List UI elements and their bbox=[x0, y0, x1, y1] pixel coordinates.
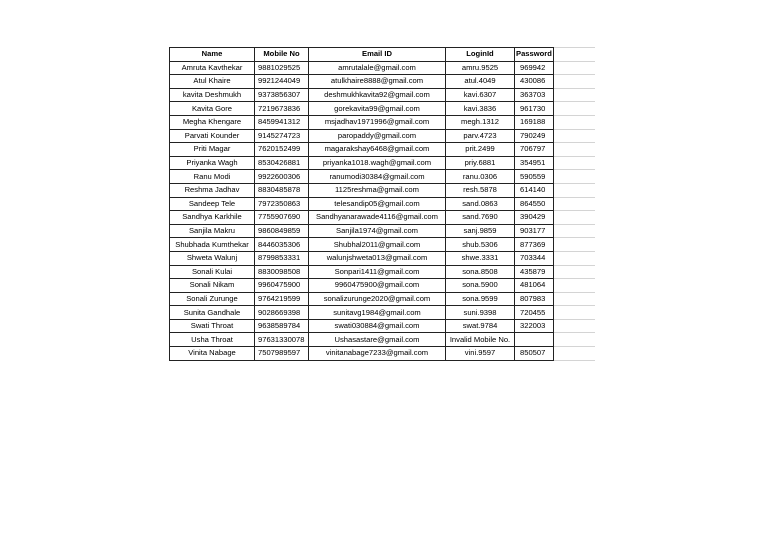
cell-name[interactable]: Sunita Gandhale bbox=[170, 306, 255, 320]
cell-password[interactable]: 703344 bbox=[515, 251, 554, 265]
cell-mobile[interactable]: 7507989597 bbox=[255, 347, 309, 361]
empty-cell[interactable] bbox=[553, 143, 595, 157]
empty-cell[interactable] bbox=[553, 156, 595, 170]
cell-email[interactable]: sonalizurunge2020@gmail.com bbox=[309, 292, 446, 306]
table-row bbox=[170, 265, 596, 279]
cell-loginid[interactable]: prit.2499 bbox=[446, 143, 515, 157]
cell-email[interactable]: ranumodi30384@gmail.com bbox=[309, 170, 446, 184]
table-row bbox=[170, 197, 596, 211]
table-body bbox=[170, 61, 596, 360]
cell-mobile[interactable]: 9860849859 bbox=[255, 224, 309, 238]
cell-mobile[interactable]: 9881029525 bbox=[255, 61, 309, 75]
table-row bbox=[170, 306, 596, 320]
table-row bbox=[170, 251, 596, 265]
empty-cell[interactable] bbox=[553, 102, 595, 116]
table-row bbox=[170, 238, 596, 252]
table-row bbox=[170, 156, 596, 170]
table-row bbox=[170, 102, 596, 116]
table-row bbox=[170, 319, 596, 333]
header-mobile[interactable]: Mobile No bbox=[255, 48, 309, 62]
header-row bbox=[170, 48, 596, 62]
cell-email[interactable]: deshmukhkavita92@gmail.com bbox=[309, 88, 446, 102]
empty-cell[interactable] bbox=[553, 306, 595, 320]
cell-email[interactable]: gorekavita99@gmail.com bbox=[309, 102, 446, 116]
cell-name[interactable]: Sanjila Makru bbox=[170, 224, 255, 238]
cell-password[interactable]: 614140 bbox=[515, 183, 554, 197]
cell-loginid[interactable]: suni.9398 bbox=[446, 306, 515, 320]
cell-loginid[interactable]: resh.5878 bbox=[446, 183, 515, 197]
cell-loginid[interactable]: sand.0863 bbox=[446, 197, 515, 211]
cell-name[interactable]: Shweta Walunj bbox=[170, 251, 255, 265]
cell-password[interactable]: 363703 bbox=[515, 88, 554, 102]
cell-password[interactable]: 590559 bbox=[515, 170, 554, 184]
cell-loginid[interactable]: sand.7690 bbox=[446, 211, 515, 225]
cell-name[interactable]: Sonali Nikam bbox=[170, 279, 255, 293]
cell-name[interactable]: Priti Magar bbox=[170, 143, 255, 157]
cell-name[interactable]: Ranu Modi bbox=[170, 170, 255, 184]
table-row bbox=[170, 143, 596, 157]
cell-mobile[interactable]: 9960475900 bbox=[255, 279, 309, 293]
cell-loginid[interactable]: vini.9597 bbox=[446, 347, 515, 361]
empty-cell[interactable] bbox=[553, 279, 595, 293]
empty-cell[interactable] bbox=[553, 211, 595, 225]
cell-mobile[interactable]: 7620152499 bbox=[255, 143, 309, 157]
cell-loginid[interactable]: sona.9599 bbox=[446, 292, 515, 306]
cell-email[interactable]: priyanka1018.wagh@gmail.com bbox=[309, 156, 446, 170]
cell-email[interactable]: sunitavg1984@gmail.com bbox=[309, 306, 446, 320]
cell-loginid[interactable]: ranu.0306 bbox=[446, 170, 515, 184]
table-row bbox=[170, 170, 596, 184]
table-row bbox=[170, 279, 596, 293]
cell-loginid[interactable]: amru.9525 bbox=[446, 61, 515, 75]
cell-name[interactable]: Priyanka Wagh bbox=[170, 156, 255, 170]
empty-cell[interactable] bbox=[553, 265, 595, 279]
table-row bbox=[170, 129, 596, 143]
cell-email[interactable]: telesandip05@gmail.com bbox=[309, 197, 446, 211]
cell-mobile[interactable]: 9922600306 bbox=[255, 170, 309, 184]
cell-email[interactable]: msjadhav1971996@gmail.com bbox=[309, 115, 446, 129]
cell-email[interactable]: 9960475900@gmail.com bbox=[309, 279, 446, 293]
table-row bbox=[170, 224, 596, 238]
cell-mobile[interactable]: 7755907690 bbox=[255, 211, 309, 225]
empty-cell[interactable] bbox=[553, 61, 595, 75]
cell-mobile[interactable]: 7219673836 bbox=[255, 102, 309, 116]
cell-name[interactable]: Sonali Kulai bbox=[170, 265, 255, 279]
cell-password[interactable]: 435879 bbox=[515, 265, 554, 279]
cell-mobile[interactable]: 8459941312 bbox=[255, 115, 309, 129]
cell-name[interactable]: Amruta Kavthekar bbox=[170, 61, 255, 75]
cell-email[interactable]: amrutalale@gmail.com bbox=[309, 61, 446, 75]
cell-email[interactable]: walunjshweta013@gmail.com bbox=[309, 251, 446, 265]
cell-name[interactable]: Usha Throat bbox=[170, 333, 255, 347]
cell-loginid[interactable]: Invalid Mobile No. bbox=[446, 333, 515, 347]
empty-cell[interactable] bbox=[553, 75, 595, 89]
cell-mobile[interactable]: 9921244049 bbox=[255, 75, 309, 89]
table-row bbox=[170, 115, 596, 129]
empty-cell[interactable] bbox=[553, 48, 595, 62]
cell-password[interactable]: 969942 bbox=[515, 61, 554, 75]
cell-loginid[interactable]: priy.6881 bbox=[446, 156, 515, 170]
cell-mobile[interactable]: 97631330078 bbox=[255, 333, 309, 347]
cell-email[interactable]: Shubhal2011@gmail.com bbox=[309, 238, 446, 252]
empty-cell[interactable] bbox=[553, 115, 595, 129]
header-password[interactable]: Password bbox=[515, 48, 554, 62]
cell-password[interactable]: 354951 bbox=[515, 156, 554, 170]
cell-password[interactable]: 169188 bbox=[515, 115, 554, 129]
cell-loginid[interactable]: parv.4723 bbox=[446, 129, 515, 143]
cell-name[interactable]: kavita Deshmukh bbox=[170, 88, 255, 102]
cell-name[interactable]: Kavita Gore bbox=[170, 102, 255, 116]
cell-mobile[interactable]: 8830098508 bbox=[255, 265, 309, 279]
cell-password[interactable]: 850507 bbox=[515, 347, 554, 361]
table-row bbox=[170, 292, 596, 306]
cell-mobile[interactable]: 9638589784 bbox=[255, 319, 309, 333]
cell-email[interactable]: Sonpari1411@gmail.com bbox=[309, 265, 446, 279]
cell-email[interactable]: atulkhaire8888@gmail.com bbox=[309, 75, 446, 89]
empty-cell[interactable] bbox=[553, 170, 595, 184]
cell-loginid[interactable]: megh.1312 bbox=[446, 115, 515, 129]
cell-password[interactable]: 322003 bbox=[515, 319, 554, 333]
cell-password[interactable]: 864550 bbox=[515, 197, 554, 211]
table-row bbox=[170, 347, 596, 361]
cell-password[interactable]: 430086 bbox=[515, 75, 554, 89]
cell-email[interactable]: Sandhyanarawade4116@gmail.com bbox=[309, 211, 446, 225]
cell-password[interactable]: 807983 bbox=[515, 292, 554, 306]
cell-password[interactable]: 961730 bbox=[515, 102, 554, 116]
table-row bbox=[170, 211, 596, 225]
cell-email[interactable]: Sanjila1974@gmail.com bbox=[309, 224, 446, 238]
cell-mobile[interactable]: 9373856307 bbox=[255, 88, 309, 102]
cell-loginid[interactable]: sona.5900 bbox=[446, 279, 515, 293]
header-name[interactable]: Name bbox=[170, 48, 255, 62]
empty-cell[interactable] bbox=[553, 292, 595, 306]
cell-mobile[interactable]: 8530426881 bbox=[255, 156, 309, 170]
table-row bbox=[170, 61, 596, 75]
cell-loginid[interactable]: shwe.3331 bbox=[446, 251, 515, 265]
cell-password[interactable]: 481064 bbox=[515, 279, 554, 293]
empty-cell[interactable] bbox=[553, 333, 595, 347]
cell-name[interactable]: Swati Throat bbox=[170, 319, 255, 333]
cell-email[interactable]: paropaddy@gmail.com bbox=[309, 129, 446, 143]
cell-mobile[interactable]: 9764219599 bbox=[255, 292, 309, 306]
empty-cell[interactable] bbox=[553, 197, 595, 211]
cell-password[interactable]: 706797 bbox=[515, 143, 554, 157]
cell-name[interactable]: Vinita Nabage bbox=[170, 347, 255, 361]
cell-password[interactable]: 720455 bbox=[515, 306, 554, 320]
cell-password[interactable]: 790249 bbox=[515, 129, 554, 143]
header-loginid[interactable]: LoginId bbox=[446, 48, 515, 62]
cell-name[interactable]: Sonali Zurunge bbox=[170, 292, 255, 306]
cell-mobile[interactable]: 9028669398 bbox=[255, 306, 309, 320]
empty-cell[interactable] bbox=[553, 347, 595, 361]
cell-name[interactable]: Reshma Jadhav bbox=[170, 183, 255, 197]
table-row bbox=[170, 88, 596, 102]
cell-password[interactable]: 877369 bbox=[515, 238, 554, 252]
cell-email[interactable]: magarakshay6468@gmail.com bbox=[309, 143, 446, 157]
cell-name[interactable]: Shubhada Kumthekar bbox=[170, 238, 255, 252]
empty-cell[interactable] bbox=[553, 183, 595, 197]
cell-mobile[interactable]: 8799853331 bbox=[255, 251, 309, 265]
cell-loginid[interactable]: swat.9784 bbox=[446, 319, 515, 333]
table-row bbox=[170, 75, 596, 89]
cell-mobile[interactable]: 9145274723 bbox=[255, 129, 309, 143]
cell-loginid[interactable]: sanj.9859 bbox=[446, 224, 515, 238]
cell-email[interactable]: vinitanabage7233@gmail.com bbox=[309, 347, 446, 361]
cell-name[interactable]: Sandhya Karkhile bbox=[170, 211, 255, 225]
cell-email[interactable]: swati030884@gmail.com bbox=[309, 319, 446, 333]
empty-cell[interactable] bbox=[553, 251, 595, 265]
cell-name[interactable]: Megha Khengare bbox=[170, 115, 255, 129]
spreadsheet-table bbox=[169, 47, 595, 361]
header-email[interactable]: Email ID bbox=[309, 48, 446, 62]
cell-email[interactable]: 1125reshma@gmail.com bbox=[309, 183, 446, 197]
cell-loginid[interactable]: sona.8508 bbox=[446, 265, 515, 279]
cell-password[interactable]: 903177 bbox=[515, 224, 554, 238]
cell-loginid[interactable]: kavi.6307 bbox=[446, 88, 515, 102]
cell-password[interactable] bbox=[515, 333, 554, 347]
cell-loginid[interactable]: atul.4049 bbox=[446, 75, 515, 89]
table-row bbox=[170, 183, 596, 197]
empty-cell[interactable] bbox=[553, 88, 595, 102]
empty-cell[interactable] bbox=[553, 224, 595, 238]
cell-name[interactable]: Sandeep Tele bbox=[170, 197, 255, 211]
cell-mobile[interactable]: 7972350863 bbox=[255, 197, 309, 211]
cell-password[interactable]: 390429 bbox=[515, 211, 554, 225]
cell-mobile[interactable]: 8830485878 bbox=[255, 183, 309, 197]
cell-name[interactable]: Parvati Kounder bbox=[170, 129, 255, 143]
empty-cell[interactable] bbox=[553, 129, 595, 143]
table-row bbox=[170, 333, 596, 347]
cell-name[interactable]: Atul Khaire bbox=[170, 75, 255, 89]
empty-cell[interactable] bbox=[553, 319, 595, 333]
empty-cell[interactable] bbox=[553, 238, 595, 252]
cell-mobile[interactable]: 8446035306 bbox=[255, 238, 309, 252]
cell-email[interactable]: Ushasastare@gmail.com bbox=[309, 333, 446, 347]
cell-loginid[interactable]: kavi.3836 bbox=[446, 102, 515, 116]
cell-loginid[interactable]: shub.5306 bbox=[446, 238, 515, 252]
